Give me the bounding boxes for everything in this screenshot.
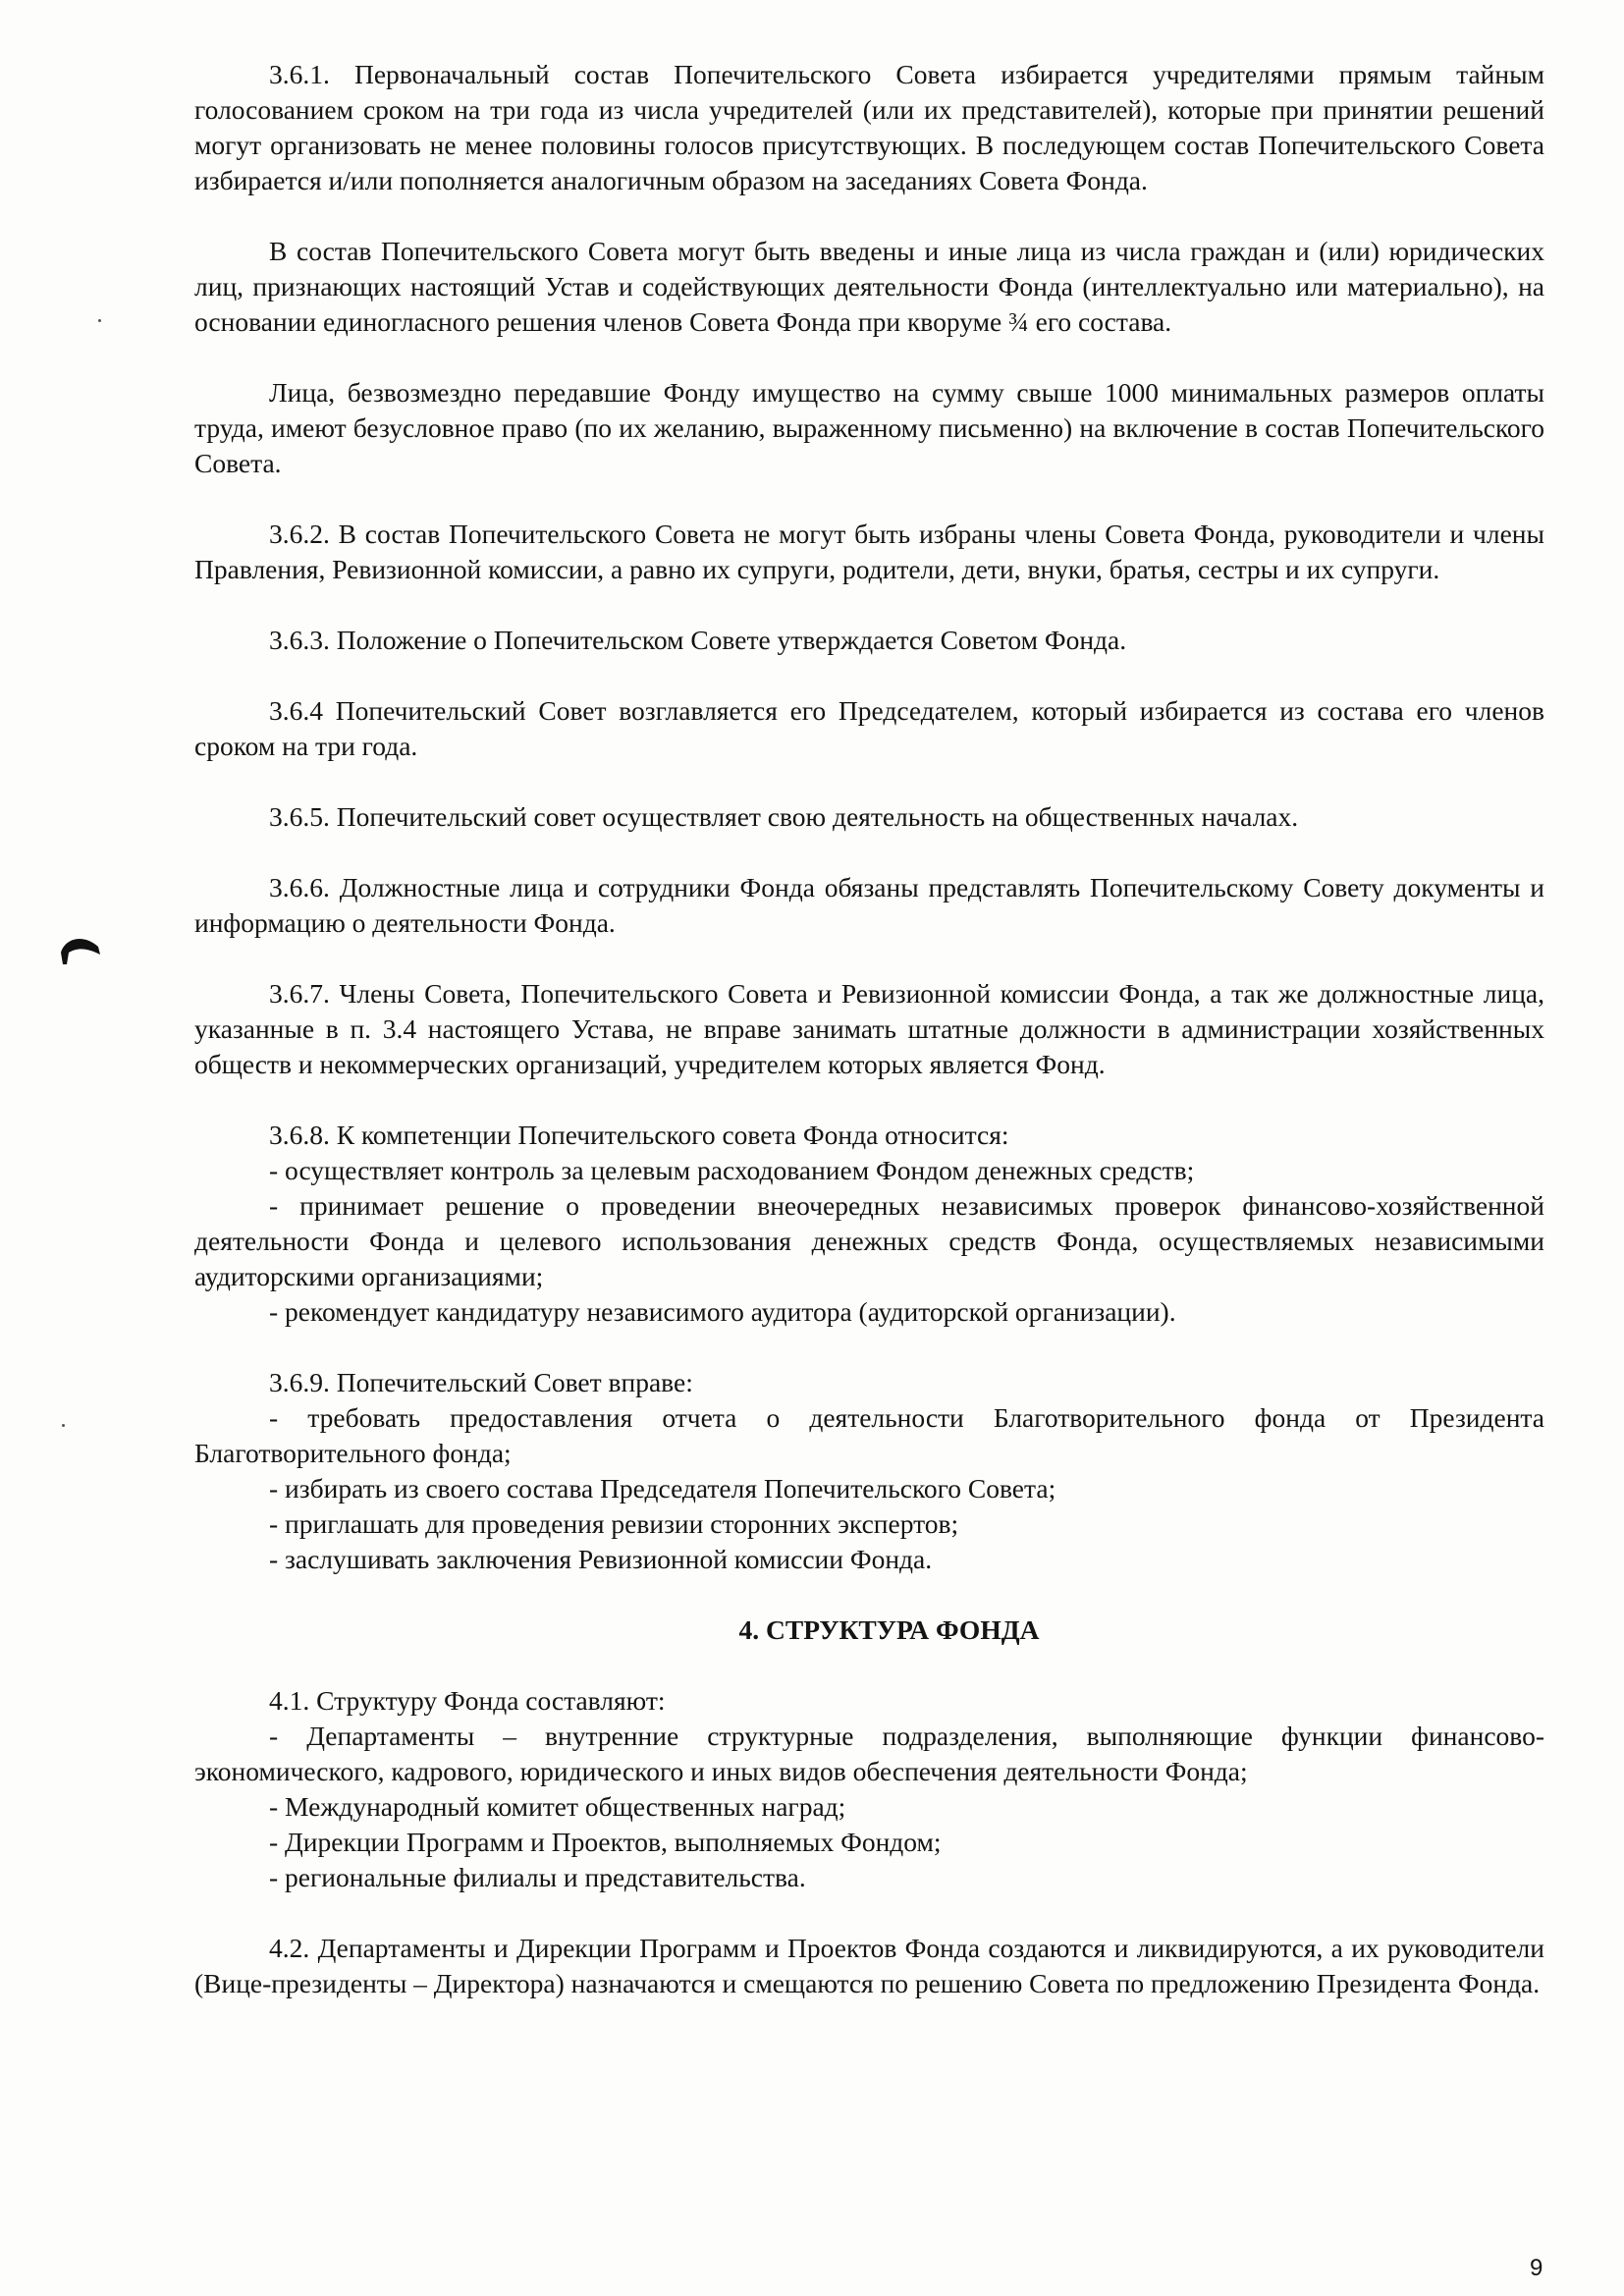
paragraph-3-6-2: 3.6.2. В состав Попечительского Совета не могут быть избраны члены Совета Фонда, руководители и члены Правления, Ревизионной комиссии, а равно их супруги, родители, дети, внуки, братья, сестры и их супруги. [194, 519, 1544, 584]
list-item: - Международный комитет общественных наград; [269, 1791, 846, 1822]
section-3-6-8 [194, 1118, 1544, 1330]
list-item: - Департаменты – внутренние структурные подразделения, выполняющие функции финансово-экономического, кадрового, юридического и иных видов обеспечения деятельности Фонда; [194, 1721, 1544, 1786]
paragraph-3-6-4: 3.6.4 Попечительский Совет возглавляется его Председателем, который избирается из состава его членов сроком на три года. [194, 695, 1544, 761]
paragraph-3-6-1-additional-members: В состав Попечительского Совета могут быть введены и иные лица из числа граждан и (или) юридических лиц, признающих настоящий Устав и содействующих деятельности Фонда (интеллектуально или материально), на основании единогласного решения членов Совета Фонда при кворуме ¾ его состава. [194, 236, 1544, 337]
scan-speck [98, 319, 101, 322]
list-item: - приглашать для проведения ревизии сторонних экспертов; [269, 1508, 959, 1539]
scan-hole-punch-mark [59, 931, 102, 964]
paragraph-4-2: 4.2. Департаменты и Дирекции Программ и Проектов Фонда создаются и ликвидируются, а их руководители (Вице-президенты – Директора) назначаются и смещаются по решению Совета по предложению Президента Фонда. [194, 1933, 1544, 1998]
page-number: 9 [1530, 2255, 1543, 2281]
paragraph-3-6-6: 3.6.6. Должностные лица и сотрудники Фонда обязаны представлять Попечительскому Совету документы и информацию о деятельности Фонда. [194, 872, 1544, 938]
list-item: - принимает решение о проведении внеочередных независимых проверок финансово-хозяйственной деятельности Фонда и целевого использования денежных средств Фонда, осуществляемых независимыми аудиторскими организациями; [194, 1190, 1544, 1291]
list-item: - требовать предоставления отчета о деятельности Благотворительного фонда от Президента Благотворительного фонда; [194, 1402, 1544, 1468]
list-item: - рекомендует кандидатуру независимого аудитора (аудиторской организации). [269, 1296, 1176, 1327]
paragraph-3-6-1: 3.6.1. Первоначальный состав Попечительского Совета избирается учредителями прямым тайным голосованием сроком на три года из числа учредителей (или их представителей), которые при принятии решений могут организовать не менее половины голосов присутствующих. В последующем состав Попечительского Совета избирается и/или пополняется аналогичным образом на заседаниях Совета Фонда. [194, 59, 1544, 195]
section-heading-4: 4. СТРУКТУРА ФОНДА [738, 1614, 1040, 1645]
paragraph-3-6-1-donors: Лица, безвозмездно передавшие Фонду имущество на сумму свыше 1000 минимальных размеров оплаты труда, имеют безусловное право (по их желанию, выраженному письменно) на включение в состав Попечительского Совета. [194, 377, 1544, 478]
paragraph-3-6-7: 3.6.7. Члены Совета, Попечительского Совета и Ревизионной комиссии Фонда, а так же должностные лица, указанные в п. 3.4 настоящего Устава, не вправе занимать штатные должности в администрации хозяйственных обществ и некоммерческих организаций, учредителем которых является Фонд. [194, 978, 1544, 1079]
list-item: - Дирекции Программ и Проектов, выполняемых Фондом; [269, 1827, 942, 1857]
list-item: - заслушивать заключения Ревизионной комиссии Фонда. [269, 1544, 933, 1574]
list-item: - избирать из своего состава Председателя Попечительского Совета; [269, 1473, 1056, 1503]
section-3-6-9 [194, 1365, 1544, 1577]
list-item: - осуществляет контроль за целевым расходованием Фондом денежных средств; [269, 1155, 1195, 1185]
paragraph-3-6-3: 3.6.3. Положение о Попечительском Совете утверждается Советом Фонда. [269, 625, 1127, 655]
document-body [194, 57, 1544, 2001]
section-3-6-8-intro: 3.6.8. К компетенции Попечительского совета Фонда относится: [269, 1120, 1009, 1150]
section-4-1-intro: 4.1. Структуру Фонда составляют: [269, 1685, 666, 1716]
paragraph-3-6-5: 3.6.5. Попечительский совет осуществляет свою деятельность на общественных началах. [269, 801, 1299, 832]
scan-speck [62, 1424, 65, 1427]
section-4-1 [194, 1683, 1544, 1895]
list-item: - региональные филиалы и представительства. [269, 1862, 806, 1892]
section-3-6-9-intro: 3.6.9. Попечительский Совет вправе: [269, 1367, 693, 1397]
